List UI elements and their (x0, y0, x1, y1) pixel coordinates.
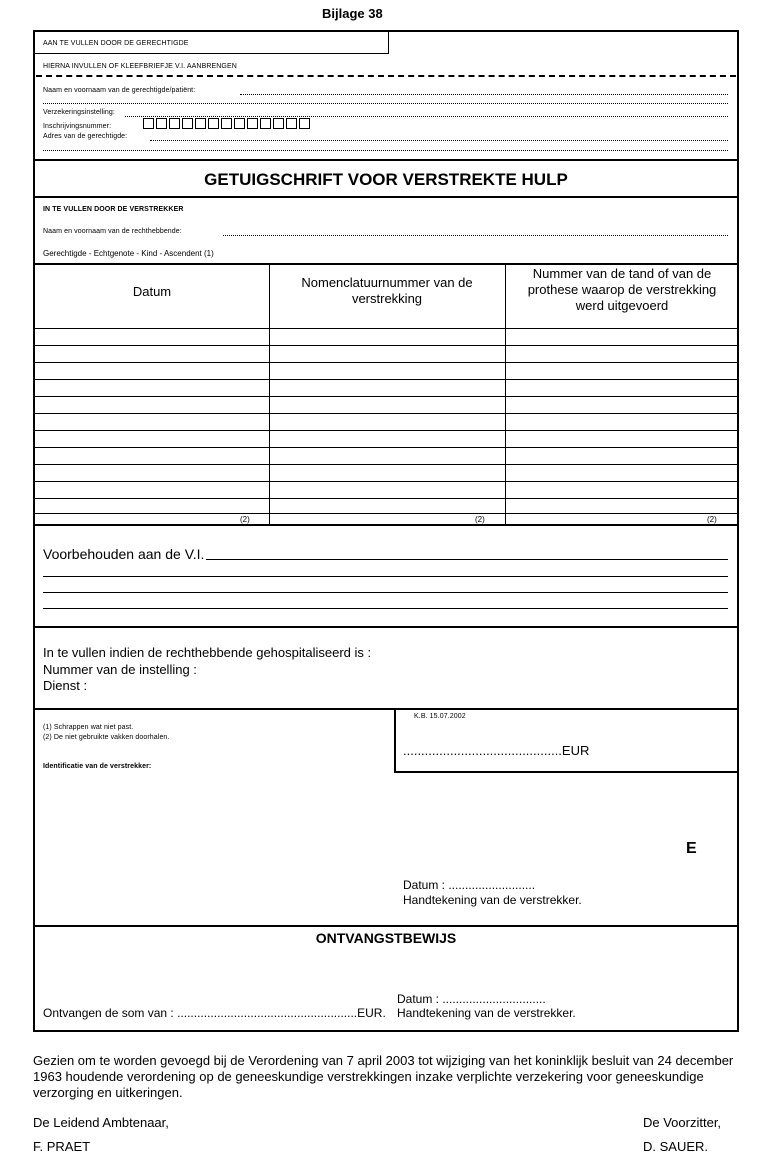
patient-name-field-2[interactable] (43, 103, 728, 104)
fee-amount-field[interactable]: ............................................EUR (403, 743, 590, 758)
insurer-field[interactable] (125, 116, 728, 117)
receipt-amount-field[interactable]: Ontvangen de som van : ......................................................EUR. (43, 1006, 386, 1020)
footer-left-name: F. PRAET (33, 1139, 91, 1154)
relation-label: Gerechtigde - Echtgenote - Kind - Ascendent (1) (43, 249, 214, 258)
note-2: (2) De niet gebruikte vakken doorhalen. (43, 734, 170, 741)
reserved-label: Voorbehouden aan de V.I. (43, 546, 205, 562)
patient-name-field[interactable] (240, 94, 728, 95)
receipt-signature-label: Handtekening van de verstrekker. (397, 1006, 576, 1020)
hospital-line-3: Dienst : (43, 678, 88, 693)
hospital-line-1: In te vullen indien de rechthebbende gehospitaliseerd is : (43, 645, 372, 660)
identification-label: Identificatie van de verstrekker: (43, 763, 152, 770)
receipt-title: ONTVANGSTBEWIJS (315, 930, 457, 946)
attachment-label: Bijlage 38 (322, 6, 383, 21)
insurer-label: Verzekeringsinstelling: (43, 109, 115, 116)
decree-reference: K.B. 15.07.2002 (414, 713, 466, 720)
signature-letter: E (686, 840, 697, 857)
registration-label: Inschrijvingsnummer: (43, 123, 112, 130)
col-header-nomenclature: Nomenclatuurnummer van de verstrekking (301, 275, 473, 306)
beneficiary-name-label: Naam en voornaam van de rechthebbende: (43, 228, 182, 235)
footnote-mark-nomenclature: (2) (475, 515, 485, 524)
hospital-line-2: Nummer van de instelling : (43, 662, 197, 677)
address-label: Adres van de gerechtigde: (43, 133, 128, 140)
patient-name-label: Naam en voornaam van de gerechtigde/patiënt: (43, 87, 196, 94)
footnote-mark-date: (2) (240, 515, 250, 524)
footer-right-name: D. SAUER. (643, 1139, 709, 1154)
col-header-tooth: Nummer van de tand of van de prothese waarop de verstrekking werd uitgevoerd (527, 266, 717, 313)
form-title: GETUIGSCHRIFT VOOR VERSTREKTE HULP (204, 170, 568, 189)
footer-text: Gezien om te worden gevoegd bij de Verordening van 7 april 2003 tot wijziging van het koninklijk besluit van 24 december 1963 houdende verordening op de geneeskundige verstrekkingen inzake verplichte verzekering voor geneeskundige verzorging en uitkeringen. (33, 1053, 734, 1100)
signature-label: Handtekening van de verstrekker. (403, 893, 582, 907)
beneficiary-name-field[interactable] (223, 235, 728, 236)
footer-left-title: De Leidend Ambtenaar, (33, 1115, 169, 1130)
fill-or-sticker-label: HIERNA INVULLEN OF KLEEFBRIEFJE V.I. AANBRENGEN (43, 63, 237, 70)
receipt-date[interactable]: Datum : ............................... (397, 992, 546, 1006)
provider-heading: IN TE VULLEN DOOR DE VERSTREKKER (43, 206, 184, 213)
footer-right-title: De Voorzitter, (643, 1115, 722, 1130)
beneficiary-fill-label: AAN TE VULLEN DOOR DE GERECHTIGDE (43, 40, 189, 47)
address-field-2[interactable] (43, 150, 728, 151)
signature-date[interactable]: Datum : .......................... (403, 878, 536, 892)
footnote-mark-tooth: (2) (707, 515, 717, 524)
col-header-date: Datum (132, 284, 172, 299)
registration-boxes[interactable] (143, 118, 310, 129)
note-1: (1) Schrappen wat niet past. (43, 724, 134, 731)
dashed-separator (36, 75, 736, 77)
address-field[interactable] (150, 140, 728, 141)
